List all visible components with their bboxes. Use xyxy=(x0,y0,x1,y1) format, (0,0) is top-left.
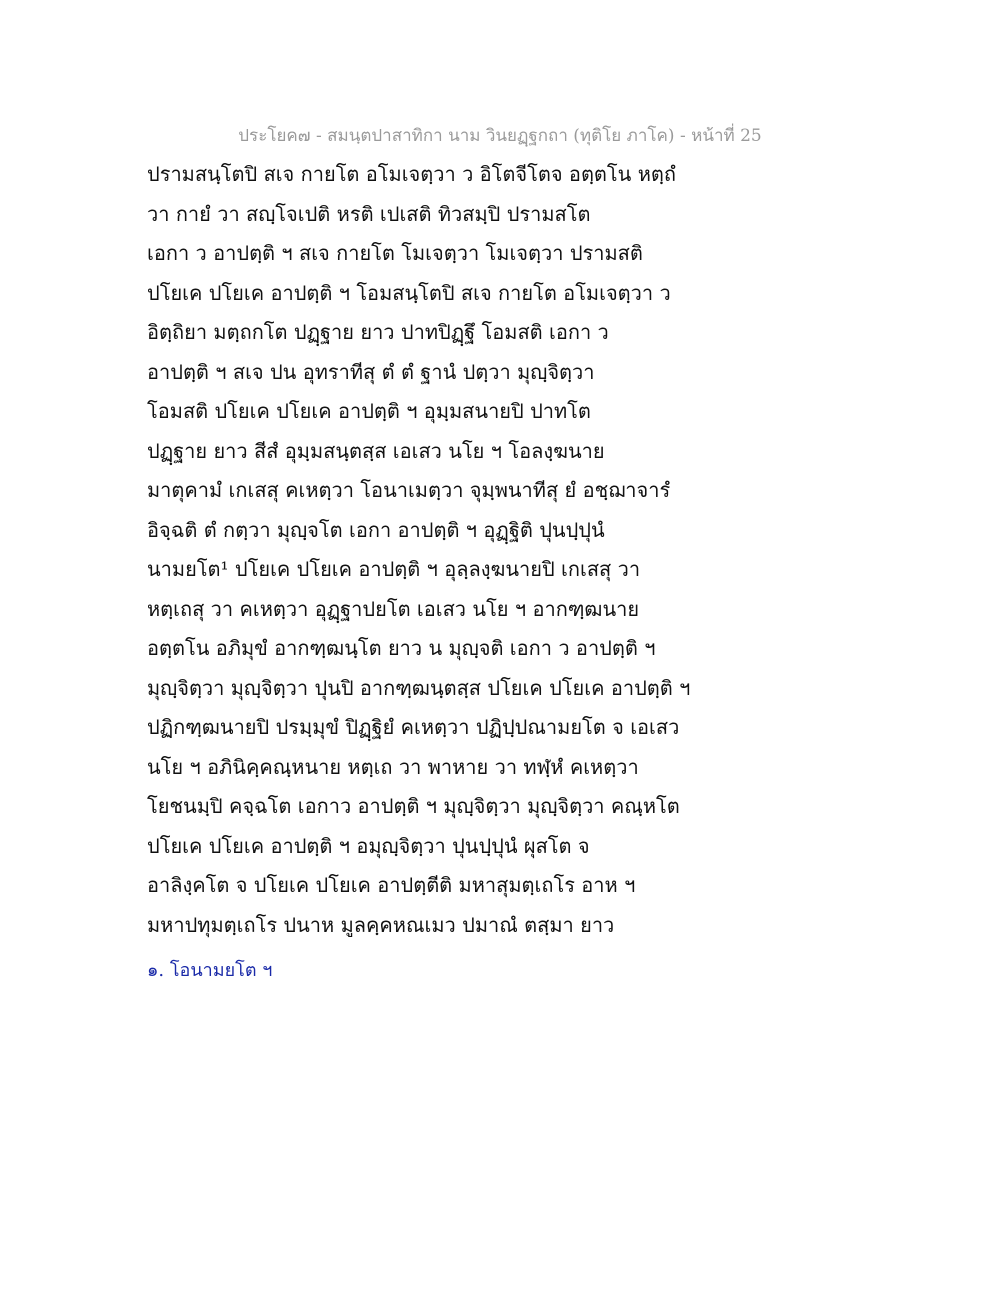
text-line: โยชนมฺปิ คจฺฉโต เอกาว อาปตฺติ ฯ มุญฺจิตฺวา มุญฺจิตฺวา คณฺหโต xyxy=(147,794,680,818)
text-line: ปโยเค ปโยเค อาปตฺติ ฯ อมุญฺจิตฺวา ปุนปฺปุนํ ผุสโต จ xyxy=(147,833,590,858)
text-line: ปรามสนฺโตปิ สเจ กายโต อโมเจตฺวา ว อิโตจีโตจ อตฺตโน หตฺถํ xyxy=(147,162,676,186)
text-line: นโย ฯ อภินิคฺคณฺหนาย หตฺเถ วา พาหาย วา ทฬฺหํ คเหตฺวา xyxy=(147,754,639,779)
text-line: มาตุคามํ เกเสสุ คเหตฺวา โอนาเมตฺวา จุมฺพนาทีสุ ยํ อชฺฌาจารํ xyxy=(147,478,671,502)
text-line: อิจฺฉติ ตํ กตฺวา มุญฺจโต เอกา อาปตฺติ ฯ อุฏฺฐิติ ปุนปฺปุนํ xyxy=(147,517,605,542)
text-line: ปฏฺฐาย ยาว สีสํ อุมฺมสนฺตสฺส เอเสว นโย ฯ โอลงฺฆนาย xyxy=(147,438,605,463)
text-line: เอกา ว อาปตฺติ ฯ สเจ กายโต โมเจตฺวา โมเจตฺวา ปรามสติ xyxy=(147,241,643,265)
text-line: หตฺเถสุ วา คเหตฺวา อุฏฺฐาปยโต เอเสว นโย ฯ อากฑฺฒนาย xyxy=(147,596,640,621)
text-line: อตฺตโน อภิมุขํ อากฑฺฒนฺโต ยาว น มุญฺจติ เอกา ว อาปตฺติ ฯ xyxy=(147,636,656,660)
text-line: ปฏิกฑฺฒนายปิ ปรมฺมุขํ ปิฏฺฐิยํ คเหตฺวา ปฏิปฺปณามยโต จ เอเสว xyxy=(147,715,680,739)
text-line: วา กายํ วา สญฺโจเปติ หรติ เปเสติ ทิวสมฺปิ ปรามสโต xyxy=(147,201,591,226)
footnote: ๑. โอนามยโต ฯ xyxy=(147,960,273,981)
text-line: โอมสติ ปโยเค ปโยเค อาปตฺติ ฯ อุมฺมสนายปิ ปาทโต xyxy=(147,399,591,423)
body-text xyxy=(147,157,707,947)
text-line: มหาปทุมตฺเถโร ปนาห มูลคฺคหณเมว ปมาณํ ตสฺมา ยาว xyxy=(147,912,615,937)
running-header: ประโยค๗ - สมนฺตปาสาทิกา นาม วินยฏฺฐกถา (ทุติโย ภาโค) - หน้าที่ 25 xyxy=(238,126,762,146)
text-line: อาปตฺติ ฯ สเจ ปน อุทราทีสุ ตํ ตํ ฐานํ ปตฺวา มุญฺจิตฺวา xyxy=(147,359,595,384)
text-line: อาลิงฺคโต จ ปโยเค ปโยเค อาปตฺตีติ มหาสุมตฺเถโร อาห ฯ xyxy=(147,873,636,897)
text-line: ปโยเค ปโยเค อาปตฺติ ฯ โอมสนฺโตปิ สเจ กายโต อโมเจตฺวา ว xyxy=(147,280,671,305)
text-line: นามยโต¹ ปโยเค ปโยเค อาปตฺติ ฯ อุลฺลงฺฆนายปิ เกเสสุ วา xyxy=(147,557,641,581)
text-line: มุญฺจิตฺวา มุญฺจิตฺวา ปุนปิ อากฑฺฒนฺตสฺส ปโยเค ปโยเค อาปตฺติ ฯ xyxy=(147,675,691,700)
text-line: อิตฺถิยา มตฺถกโต ปฏฺฐาย ยาว ปาทปิฏฺฐึ โอมสติ เอกา ว xyxy=(147,320,609,344)
